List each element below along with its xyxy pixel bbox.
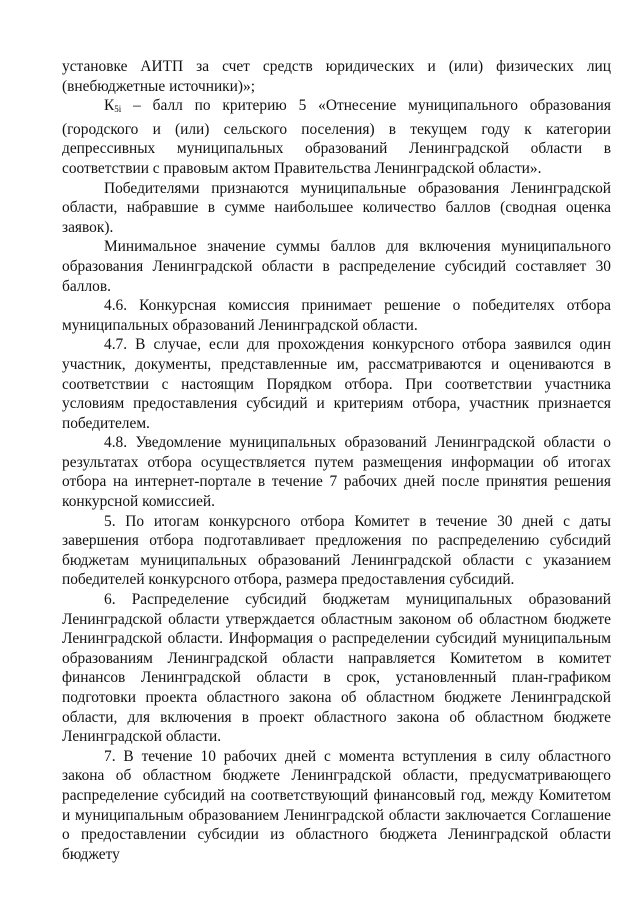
paragraph-7: 7. В течение 10 рабочих дней с момента вступления в силу областного закона об областном бюджете Ленинградской области, предусматривающего распределение субсидий на соответствующий финансовый год, между Комитетом и муниципальным образованием Ленинградской области заключается Соглашение о предоставлении субсидии из областного бюджета Ленинградской области бюджету: [62, 747, 611, 863]
paragraph-4-8: 4.8. Уведомление муниципальных образований Ленинградской области о результатах отбора осуществляется путем размещения информации об итогах отбора на интернет-портале в течение 7 рабочих дней после принятия решения конкурсной комиссией.: [62, 434, 611, 511]
formula-subscript: 5i: [114, 104, 122, 115]
formula-symbol: К: [104, 97, 115, 115]
paragraph-4-6: 4.6. Конкурсная комиссия принимает решение о победителях отбора муниципальных образований Ленинградской области.: [62, 297, 611, 334]
criterion-5-text: – балл по критерию 5 «Отнесение муниципального образования (городского и (или) сельского поселения) в текущем году к категории депрессивных муниципальных образований Ленинградской области в соответствии с правовым актом Правительства Ленинградской области».: [62, 97, 611, 177]
paragraph-minimum-score: Минимальное значение суммы баллов для включения муниципального образования Ленинградской области в распределение субсидий составляет 30 баллов.: [62, 238, 611, 295]
paragraph-winners: Победителями признаются муниципальные образования Ленинградской области, набравшие в сумме наибольшее количество баллов (сводная оценка заявок).: [62, 179, 611, 236]
paragraph-4-7: 4.7. В случае, если для прохождения конкурсного отбора заявился один участник, документы, представленные им, рассматриваются и оцениваются в соответствии с настоящим Порядком отбора. При соответствии участника условиям предоставления субсидий и критериям отбора, участник признается победителем.: [62, 336, 611, 432]
paragraph-continuation: установке АИТП за счет средств юридических и (или) физических лиц (внебюджетные источники)»;: [62, 58, 611, 95]
formula-variable: [104, 97, 121, 114]
paragraph-criterion-5: [62, 96, 611, 178]
paragraph-5: 5. По итогам конкурсного отбора Комитет в течение 30 дней с даты завершения отбора подготавливает предложения по распределению субсидий бюджетам муниципальных образований Ленинградской области с указанием победителей конкурсного отбора, размера предоставления субсидий.: [62, 512, 611, 589]
document-page: [62, 57, 611, 864]
paragraph-6: 6. Распределение субсидий бюджетам муниципальных образований Ленинградской области утверждается областным законом об областном бюджете Ленинградской области. Информация о распределении субсидий муниципальным образованиям Ленинградской области направляется Комитетом в комитет финансов Ленинградской области в срок, установленный план-графиком подготовки проекта областного закона об областном бюджете Ленинградской области, для включения в проект областного закона об областном бюджете Ленинградской области.: [62, 591, 611, 746]
